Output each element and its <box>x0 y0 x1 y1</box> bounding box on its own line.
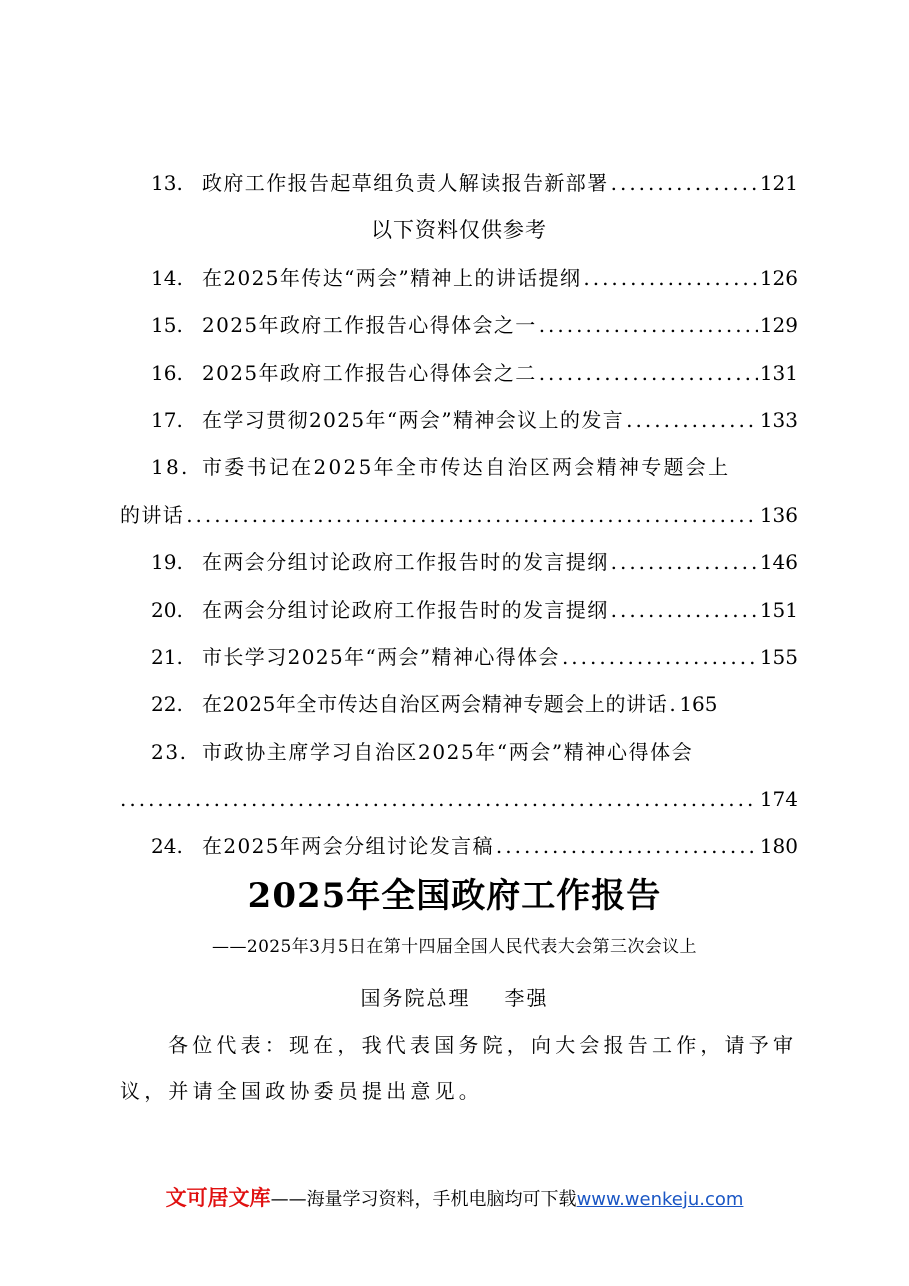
toc-item-16[interactable] <box>120 350 798 397</box>
document-title: 2025年全国政府工作报告 <box>247 876 662 916</box>
author-name: 李强 <box>504 986 549 1010</box>
toc-item-13[interactable] <box>120 160 798 207</box>
toc-item-title-continued: 的讲话 <box>120 502 185 527</box>
toc-item-22[interactable] <box>120 681 798 728</box>
toc-leader-dots <box>583 255 757 302</box>
toc-item-number: 20. <box>151 597 183 622</box>
toc-item-number: 17. <box>151 407 183 432</box>
toc-item-15[interactable] <box>120 302 798 349</box>
toc-leader-dots <box>611 587 758 634</box>
toc-item-title: 2025年政府工作报告心得体会之一 <box>202 313 537 338</box>
toc-item-19[interactable] <box>120 539 798 586</box>
toc-leader-dots <box>120 776 758 823</box>
body-paragraph: 各位代表：现在，我代表国务院，向大会报告工作，请予审议，并请全国政协委员提出意见。 <box>120 1033 798 1103</box>
toc-item-title: 在两会分组讨论政府工作报告时的发言提纲 <box>202 550 609 575</box>
table-of-contents <box>120 160 798 871</box>
toc-item-number: 21. <box>151 644 183 669</box>
toc-item-page: 126 <box>759 265 798 290</box>
toc-item-number: 13. <box>151 171 183 195</box>
toc-item-page: 133 <box>759 407 798 432</box>
toc-item-17[interactable] <box>120 397 798 444</box>
toc-item-number: 16. <box>151 360 183 385</box>
toc-item-page: 146 <box>759 550 798 575</box>
toc-item-page: 131 <box>759 360 798 385</box>
toc-leader-dots <box>186 492 758 539</box>
toc-item-20[interactable] <box>120 587 798 634</box>
toc-item-title: 市委书记在2025年全市传达自治区两会精神专题会上 <box>202 455 731 480</box>
toc-item-18[interactable] <box>120 444 798 491</box>
toc-leader-dots <box>496 823 758 870</box>
toc-item-page: 129 <box>759 313 798 338</box>
document-subtitle: ——2025年3月5日在第十四届全国人民代表大会第三次会议上 <box>212 937 697 957</box>
toc-leader-dots <box>669 681 677 728</box>
reference-note: 以下资料仅供参考 <box>371 218 547 243</box>
toc-item-title: 在2025年全市传达自治区两会精神专题会上的讲话 <box>202 692 668 717</box>
toc-item-page: 180 <box>759 834 798 859</box>
toc-item-title: 在2025年传达“两会”精神上的讲话提纲 <box>202 265 582 290</box>
toc-item-title: 市长学习2025年“两会”精神心得体会 <box>202 644 560 669</box>
toc-item-number: 19. <box>151 550 183 575</box>
toc-item-number: 24. <box>151 834 183 859</box>
document-author <box>0 982 909 1011</box>
toc-item-23-continued[interactable] <box>120 776 798 823</box>
website-link[interactable]: www.wenkeju.com <box>576 1189 744 1210</box>
toc-item-page: 155 <box>759 644 798 669</box>
toc-leader-dots <box>611 160 758 207</box>
toc-leader-dots <box>611 539 758 586</box>
toc-item-number: 18. <box>151 455 190 480</box>
toc-item-title: 在学习贯彻2025年“两会”精神会议上的发言 <box>202 407 625 432</box>
author-role: 国务院总理 <box>360 986 471 1010</box>
toc-item-title: 市政协主席学习自治区2025年“两会”精神心得体会 <box>202 739 694 764</box>
toc-item-number: 14. <box>151 265 183 290</box>
toc-item-title: 2025年政府工作报告心得体会之二 <box>202 360 537 385</box>
footer-text: ——海量学习资料，手机电脑均可下载 <box>270 1189 577 1210</box>
toc-item-page: 136 <box>759 502 798 527</box>
toc-item-title: 在两会分组讨论政府工作报告时的发言提纲 <box>202 597 609 622</box>
toc-item-number: 22. <box>151 692 183 717</box>
footer-banner <box>0 1182 909 1212</box>
toc-item-number: 23. <box>151 739 188 764</box>
toc-item-23[interactable] <box>120 729 798 776</box>
toc-item-18-continued[interactable] <box>120 492 798 539</box>
toc-item-24[interactable] <box>120 823 798 870</box>
toc-leader-dots <box>562 634 758 681</box>
brand-name: 文可居文库 <box>165 1186 271 1210</box>
toc-item-14[interactable] <box>120 255 798 302</box>
toc-item-page: 151 <box>759 597 798 622</box>
toc-item-page: 121 <box>759 171 798 195</box>
toc-item-title: 在2025年两会分组讨论发言稿 <box>202 834 494 859</box>
toc-item-page: 174 <box>759 787 798 812</box>
toc-item-21[interactable] <box>120 634 798 681</box>
toc-leader-dots <box>539 302 758 349</box>
toc-item-number: 15. <box>151 313 183 338</box>
toc-item-title: 政府工作报告起草组负责人解读报告新部署 <box>202 171 609 195</box>
toc-leader-dots <box>626 397 758 444</box>
toc-item-page: 165 <box>679 692 718 717</box>
toc-leader-dots <box>539 350 758 397</box>
